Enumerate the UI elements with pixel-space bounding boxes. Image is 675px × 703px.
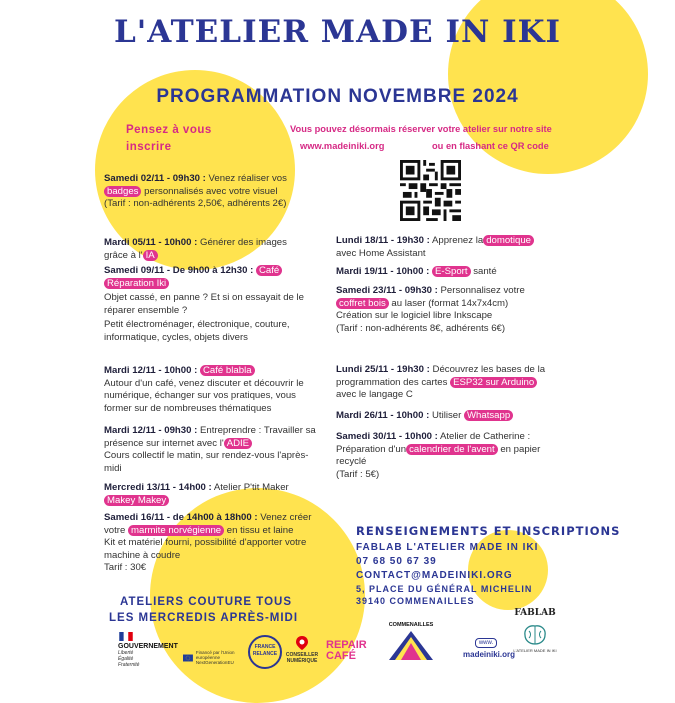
tag-esp32: ESP32 sur Arduino: [450, 377, 537, 388]
eu-flag-icon: [183, 651, 193, 665]
tag-calendrier: calendrier de l'avent: [406, 444, 498, 455]
event-makey: Mercredi 13/11 - 14h00 : Atelier P'tit Maker Makey Makey: [104, 482, 289, 506]
logo-commenailles: COMMENAILLES: [386, 622, 436, 664]
logo-fablab: FABLAB L'ATELIER MADE IN IKI: [513, 608, 557, 653]
info-phone[interactable]: 07 68 50 67 39: [356, 556, 437, 567]
tag-ia: IA: [143, 250, 158, 261]
brain-icon: [522, 624, 548, 646]
event-coffret: Samedi 23/11 - 09h30 : Personnalisez votre coffret bois au laser (format 14x7x4cm) Création sur le logiciel libre Inkscape (Tarif : non-adhérents 8€, adhérents 6€): [336, 285, 525, 334]
event-cafe-reparation: Samedi 09/11 - De 9h00 à 12h30 : Café Réparation Iki Objet cassé, en panne ? Et si on essayait de le réparer ensemble ? Petit électroménager, électronique, couture, informatique, cycles, objets divers: [104, 265, 304, 343]
event-cafe-blabla: Mardi 12/11 - 10h00 : Café blabla Autour d'un café, venez discuter et découvrir le numérique, échanger sur vos pratiques, vous former sur de nombreuses thématiques: [104, 365, 304, 414]
commenailles-emblem-icon: [386, 628, 436, 662]
tag-coffret: coffret bois: [336, 298, 389, 309]
couture-line1: ATELIERS COUTURE TOUS: [120, 596, 292, 608]
tag-whatsapp: Whatsapp: [464, 410, 513, 421]
event-marmite: Samedi 16/11 - de 14h00 à 18h00 : Venez créer votre marmite norvégienne en tissu et laine Kit et matériel fourni, possibilité d'apporter votre machine à coudre Tarif : 30€: [104, 512, 312, 573]
logo-repair-cafe: REPAIR CAFÉ: [326, 639, 367, 662]
logo-madeiniki-site[interactable]: www. madeiniki.org: [463, 640, 516, 659]
tag-adie: ADIE: [224, 438, 252, 449]
info-email[interactable]: CONTACT@MADEINIKI.ORG: [356, 570, 513, 581]
qr-code-icon[interactable]: [400, 160, 461, 221]
tag-badges: badges: [104, 186, 141, 197]
tag-marmite: marmite norvégienne: [128, 525, 224, 536]
logo-france-relance: FRANCE RELANCE: [248, 635, 282, 669]
flag-icon: [118, 632, 134, 641]
event-esp32: Lundi 25/11 - 19h30 : Découvrez les bases de la programmation des cartes ESP32 sur Arduino avec le langage C: [336, 364, 546, 400]
page-title: L'ATELIER MADE IN IKI: [113, 14, 562, 50]
tag-makey: Makey Makey: [104, 495, 169, 506]
event-ia: Mardi 05/11 - 10h00 : Générer des images grâce à l' IA: [104, 237, 287, 261]
couture-line2: LES MERCREDIS APRÈS-MIDI: [109, 612, 299, 624]
tag-domotique: domotique: [483, 235, 534, 246]
info-address1: 5, PLACE DU GÉNÉRAL MICHELIN: [356, 584, 533, 594]
booking-site[interactable]: www.madeiniki.org: [300, 141, 385, 151]
logo-conseiller-numerique: CONSEILLER NUMÉRIQUE: [282, 636, 322, 664]
booking-line: Vous pouvez désormais réserver votre atelier sur notre site: [290, 124, 552, 134]
event-calendrier: Samedi 30/11 - 10h00 : Atelier de Catherine : Préparation d'un calendrier de l'avent en papier recyclé (Tarif : 5€): [336, 431, 541, 480]
event-domotique: Lundi 18/11 - 19h30 : Apprenez la domotique avec Home Assistant: [336, 235, 564, 260]
info-address2: 39140 COMMENAILLES: [356, 596, 475, 606]
event-esport: Mardi 19/11 - 10h00 : E-Sport santé: [336, 266, 497, 277]
page-subtitle: PROGRAMMATION NOVEMBRE 2024: [156, 86, 519, 107]
info-heading: RENSEIGNEMENTS ET INSCRIPTIONS: [356, 524, 621, 538]
event-adie: Mardi 12/11 - 09h30 : Entreprendre : Travailler sa présence sur internet avec l' ADIE Cours collectif le matin, sur rendez-vous l'après-midi: [104, 425, 316, 474]
tag-cafe: Café: [256, 265, 282, 276]
event-badges: Samedi 02/11 - 09h30 : Venez réaliser vos badges personnalisés avec votre visuel (Tarif : non-adhérents 2,50€, adhérents 2€): [104, 173, 287, 209]
event-whatsapp: Mardi 26/11 - 10h00 : Utiliser Whatsapp: [336, 410, 564, 423]
logo-gouvernement: GOUVERNEMENT Liberté Égalité Fraternité: [118, 632, 180, 668]
booking-qr-text: ou en flashant ce QR code: [432, 141, 549, 151]
tag-esport: E-Sport: [432, 266, 471, 277]
tag-cafe-blabla: Café blabla: [200, 365, 255, 376]
info-org: FABLAB L'ATELIER MADE IN IKI: [356, 542, 539, 553]
reminder-text: Pensez à vous inscrire: [126, 124, 212, 153]
location-pin-icon: [296, 636, 308, 650]
tag-reparation: Réparation Iki: [104, 278, 169, 289]
logo-eu: Financé par l'Union européenne NextGenerationEU: [183, 650, 247, 665]
